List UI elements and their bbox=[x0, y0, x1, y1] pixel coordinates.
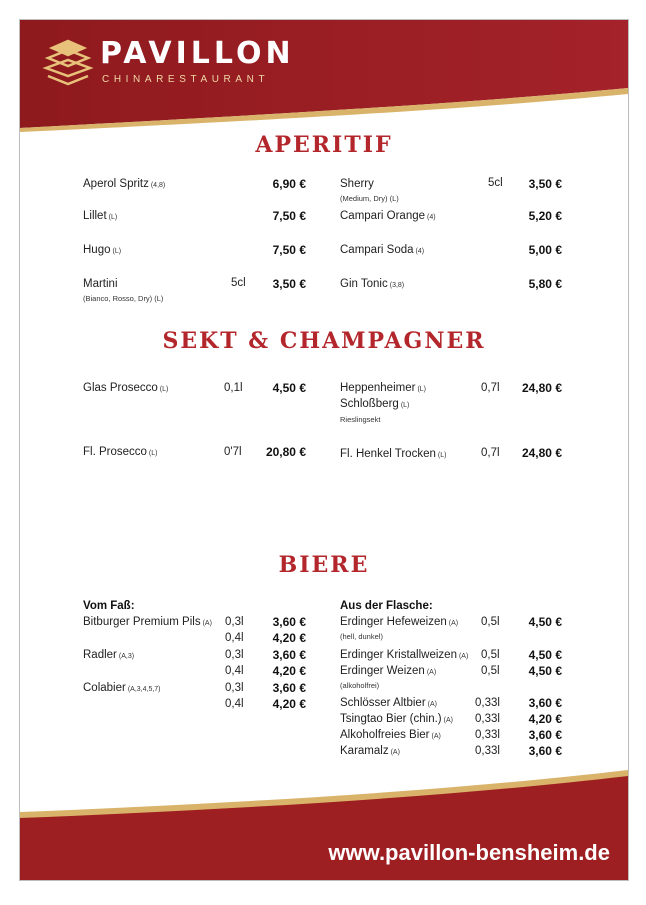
menu-item-line2: Schloßberg (L) bbox=[340, 398, 410, 410]
item-price: 3,60 € bbox=[272, 681, 306, 695]
item-price: 24,80 € bbox=[521, 446, 562, 460]
item-price: 5,80 € bbox=[528, 277, 562, 291]
item-volume: 0,3l bbox=[225, 649, 244, 661]
item-volume: 0,33l bbox=[475, 713, 500, 725]
item-volume: 0,33l bbox=[475, 697, 500, 709]
menu-item: Schlösser Altbier (A) bbox=[340, 697, 437, 709]
item-volume: 0,4l bbox=[225, 698, 244, 710]
menu-item: Martini bbox=[83, 278, 118, 290]
item-subtitle: (Bianco, Rosso, Dry) (L) bbox=[83, 294, 164, 303]
website-link[interactable]: www.pavillon-bensheim.de bbox=[328, 840, 610, 865]
menu-item: Lillet (L) bbox=[83, 210, 118, 222]
section-title-sekt: SEKT & CHAMPAGNER bbox=[162, 328, 486, 354]
item-price: 4,50 € bbox=[272, 381, 306, 395]
menu-item: Glas Prosecco (L) bbox=[83, 382, 169, 394]
item-subtitle: (hell, dunkel) bbox=[340, 632, 383, 641]
menu-item: Radler (A,3) bbox=[83, 649, 135, 661]
item-price: 7,50 € bbox=[272, 243, 306, 257]
item-volume: 0,33l bbox=[475, 729, 500, 741]
item-price: 4,50 € bbox=[528, 648, 562, 662]
item-volume: 5cl bbox=[488, 177, 503, 189]
item-price: 3,50 € bbox=[272, 277, 306, 291]
item-price: 4,20 € bbox=[272, 664, 306, 678]
item-price: 7,50 € bbox=[272, 209, 306, 223]
menu-item: Erdinger Hefeweizen (A) bbox=[340, 616, 459, 628]
menu-item: Fl. Prosecco (L) bbox=[83, 446, 158, 458]
menu-item: Bitburger Premium Pils (A) bbox=[83, 616, 212, 628]
brand-subtitle: CHINARESTAURANT bbox=[102, 74, 270, 85]
menu-item: Gin Tonic (3,8) bbox=[340, 278, 405, 290]
item-price: 3,60 € bbox=[528, 728, 562, 742]
group-heading-bottle: Aus der Flasche: bbox=[340, 600, 433, 612]
section-title-aperitif: APERITIF bbox=[255, 132, 393, 158]
menu-item: Sherry bbox=[340, 178, 374, 190]
menu-item: Campari Orange (4) bbox=[340, 210, 436, 222]
item-volume: 0,7l bbox=[481, 447, 500, 459]
item-subtitle: (Medium, Dry) (L) bbox=[340, 194, 399, 203]
item-volume: 0,4l bbox=[225, 632, 244, 644]
item-price: 4,20 € bbox=[272, 631, 306, 645]
menu-item: Fl. Henkel Trocken (L) bbox=[340, 448, 447, 460]
item-price: 20,80 € bbox=[265, 445, 306, 459]
menu-item: Erdinger Kristallweizen (A) bbox=[340, 649, 469, 661]
item-subtitle: Rieslingsekt bbox=[340, 415, 381, 424]
item-price: 3,60 € bbox=[528, 744, 562, 758]
group-heading-tap: Vom Faß: bbox=[83, 600, 135, 612]
item-price: 4,20 € bbox=[528, 712, 562, 726]
brand-name: PAVILLON bbox=[100, 36, 295, 71]
menu-item: Karamalz (A) bbox=[340, 745, 400, 757]
item-price: 5,20 € bbox=[528, 209, 562, 223]
menu-item: Colabier (A,3,4,5,7) bbox=[83, 682, 161, 694]
item-price: 4,20 € bbox=[272, 697, 306, 711]
item-price: 4,50 € bbox=[528, 615, 562, 629]
menu-item: Campari Soda (4) bbox=[340, 244, 425, 256]
menu-item: Alkoholfreies Bier (A) bbox=[340, 729, 441, 741]
item-volume: 0,3l bbox=[225, 616, 244, 628]
menu-item: Aperol Spritz (4,8) bbox=[83, 178, 166, 190]
item-price: 4,50 € bbox=[528, 664, 562, 678]
item-volume: 0,4l bbox=[225, 665, 244, 677]
item-volume: 0,3l bbox=[225, 682, 244, 694]
pagoda-stack-icon bbox=[42, 38, 94, 86]
item-volume: 0,5l bbox=[481, 665, 500, 677]
item-volume: 0,7l bbox=[481, 382, 500, 394]
menu-item: Tsingtao Bier (chin.) (A) bbox=[340, 713, 453, 725]
item-volume: 0,1l bbox=[224, 382, 243, 394]
item-price: 5,00 € bbox=[528, 243, 562, 257]
item-volume: 0'7l bbox=[224, 446, 242, 458]
menu-page bbox=[19, 19, 629, 881]
item-price: 3,60 € bbox=[528, 696, 562, 710]
item-price: 24,80 € bbox=[521, 381, 562, 395]
item-volume: 5cl bbox=[231, 277, 246, 289]
item-price: 3,60 € bbox=[272, 648, 306, 662]
item-volume: 0,5l bbox=[481, 649, 500, 661]
item-price: 3,50 € bbox=[528, 177, 562, 191]
item-price: 3,60 € bbox=[272, 615, 306, 629]
item-volume: 0,5l bbox=[481, 616, 500, 628]
item-price: 6,90 € bbox=[272, 177, 306, 191]
menu-item: Heppenheimer (L) bbox=[340, 382, 426, 394]
section-title-biere: BIERE bbox=[278, 552, 370, 578]
menu-item: Erdinger Weizen (A) bbox=[340, 665, 437, 677]
item-volume: 0,33l bbox=[475, 745, 500, 757]
item-subtitle: (alkoholfrei) bbox=[340, 681, 380, 690]
menu-item: Hugo (L) bbox=[83, 244, 122, 256]
